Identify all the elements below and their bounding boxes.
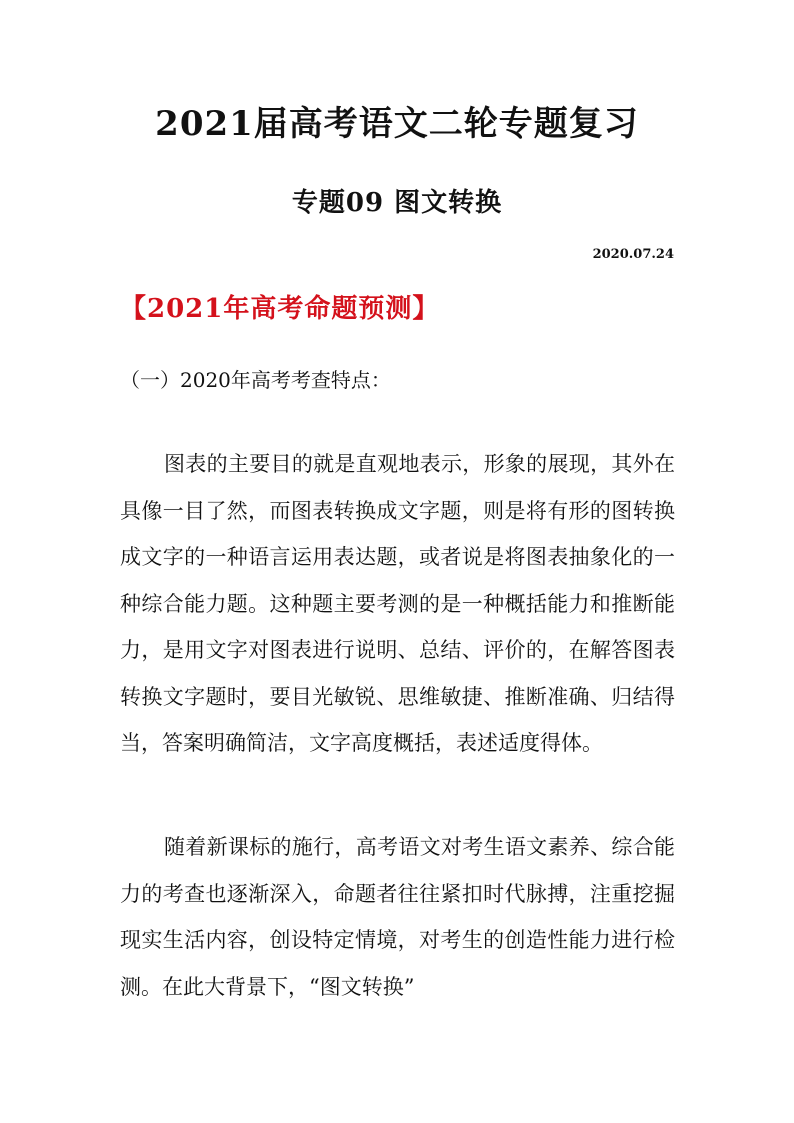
document-date: 2020.07.24 bbox=[592, 247, 674, 262]
section-heading: 【2021年高考命题预测】 bbox=[120, 294, 440, 324]
body-paragraph: 随着新课标的施行，高考语文对考生语文素养、综合能力的考查也逐渐深入，命题者往往紧扣时代脉搏，注重挖掘现实生活内容，创设特定情境，对考生的创造性能力进行检测。在此大背景下，“图文转换” bbox=[120, 835, 675, 999]
body-paragraph: 图表的主要目的就是直观地表示，形象的展现，其外在具像一目了然，而图表转换成文字题，则是将有形的图转换成文字的一种语言运用表达题，或者说是将图表抽象化的一种综合能力题。这种题主要考测的是一种概括能力和推断能力，是用文字对图表进行说明、总结、评价的，在解答图表转换文字题时，要目光敏锐、思维敏捷、推断准确、归结得当，答案明确简洁，文字高度概括，表述适度得体。 bbox=[120, 452, 675, 755]
subsection-heading: （一）2020年高考考查特点： bbox=[120, 368, 391, 392]
main-title: 2021届高考语文二轮专题复习 bbox=[155, 104, 639, 144]
sub-title: 专题09 图文转换 bbox=[291, 188, 503, 218]
